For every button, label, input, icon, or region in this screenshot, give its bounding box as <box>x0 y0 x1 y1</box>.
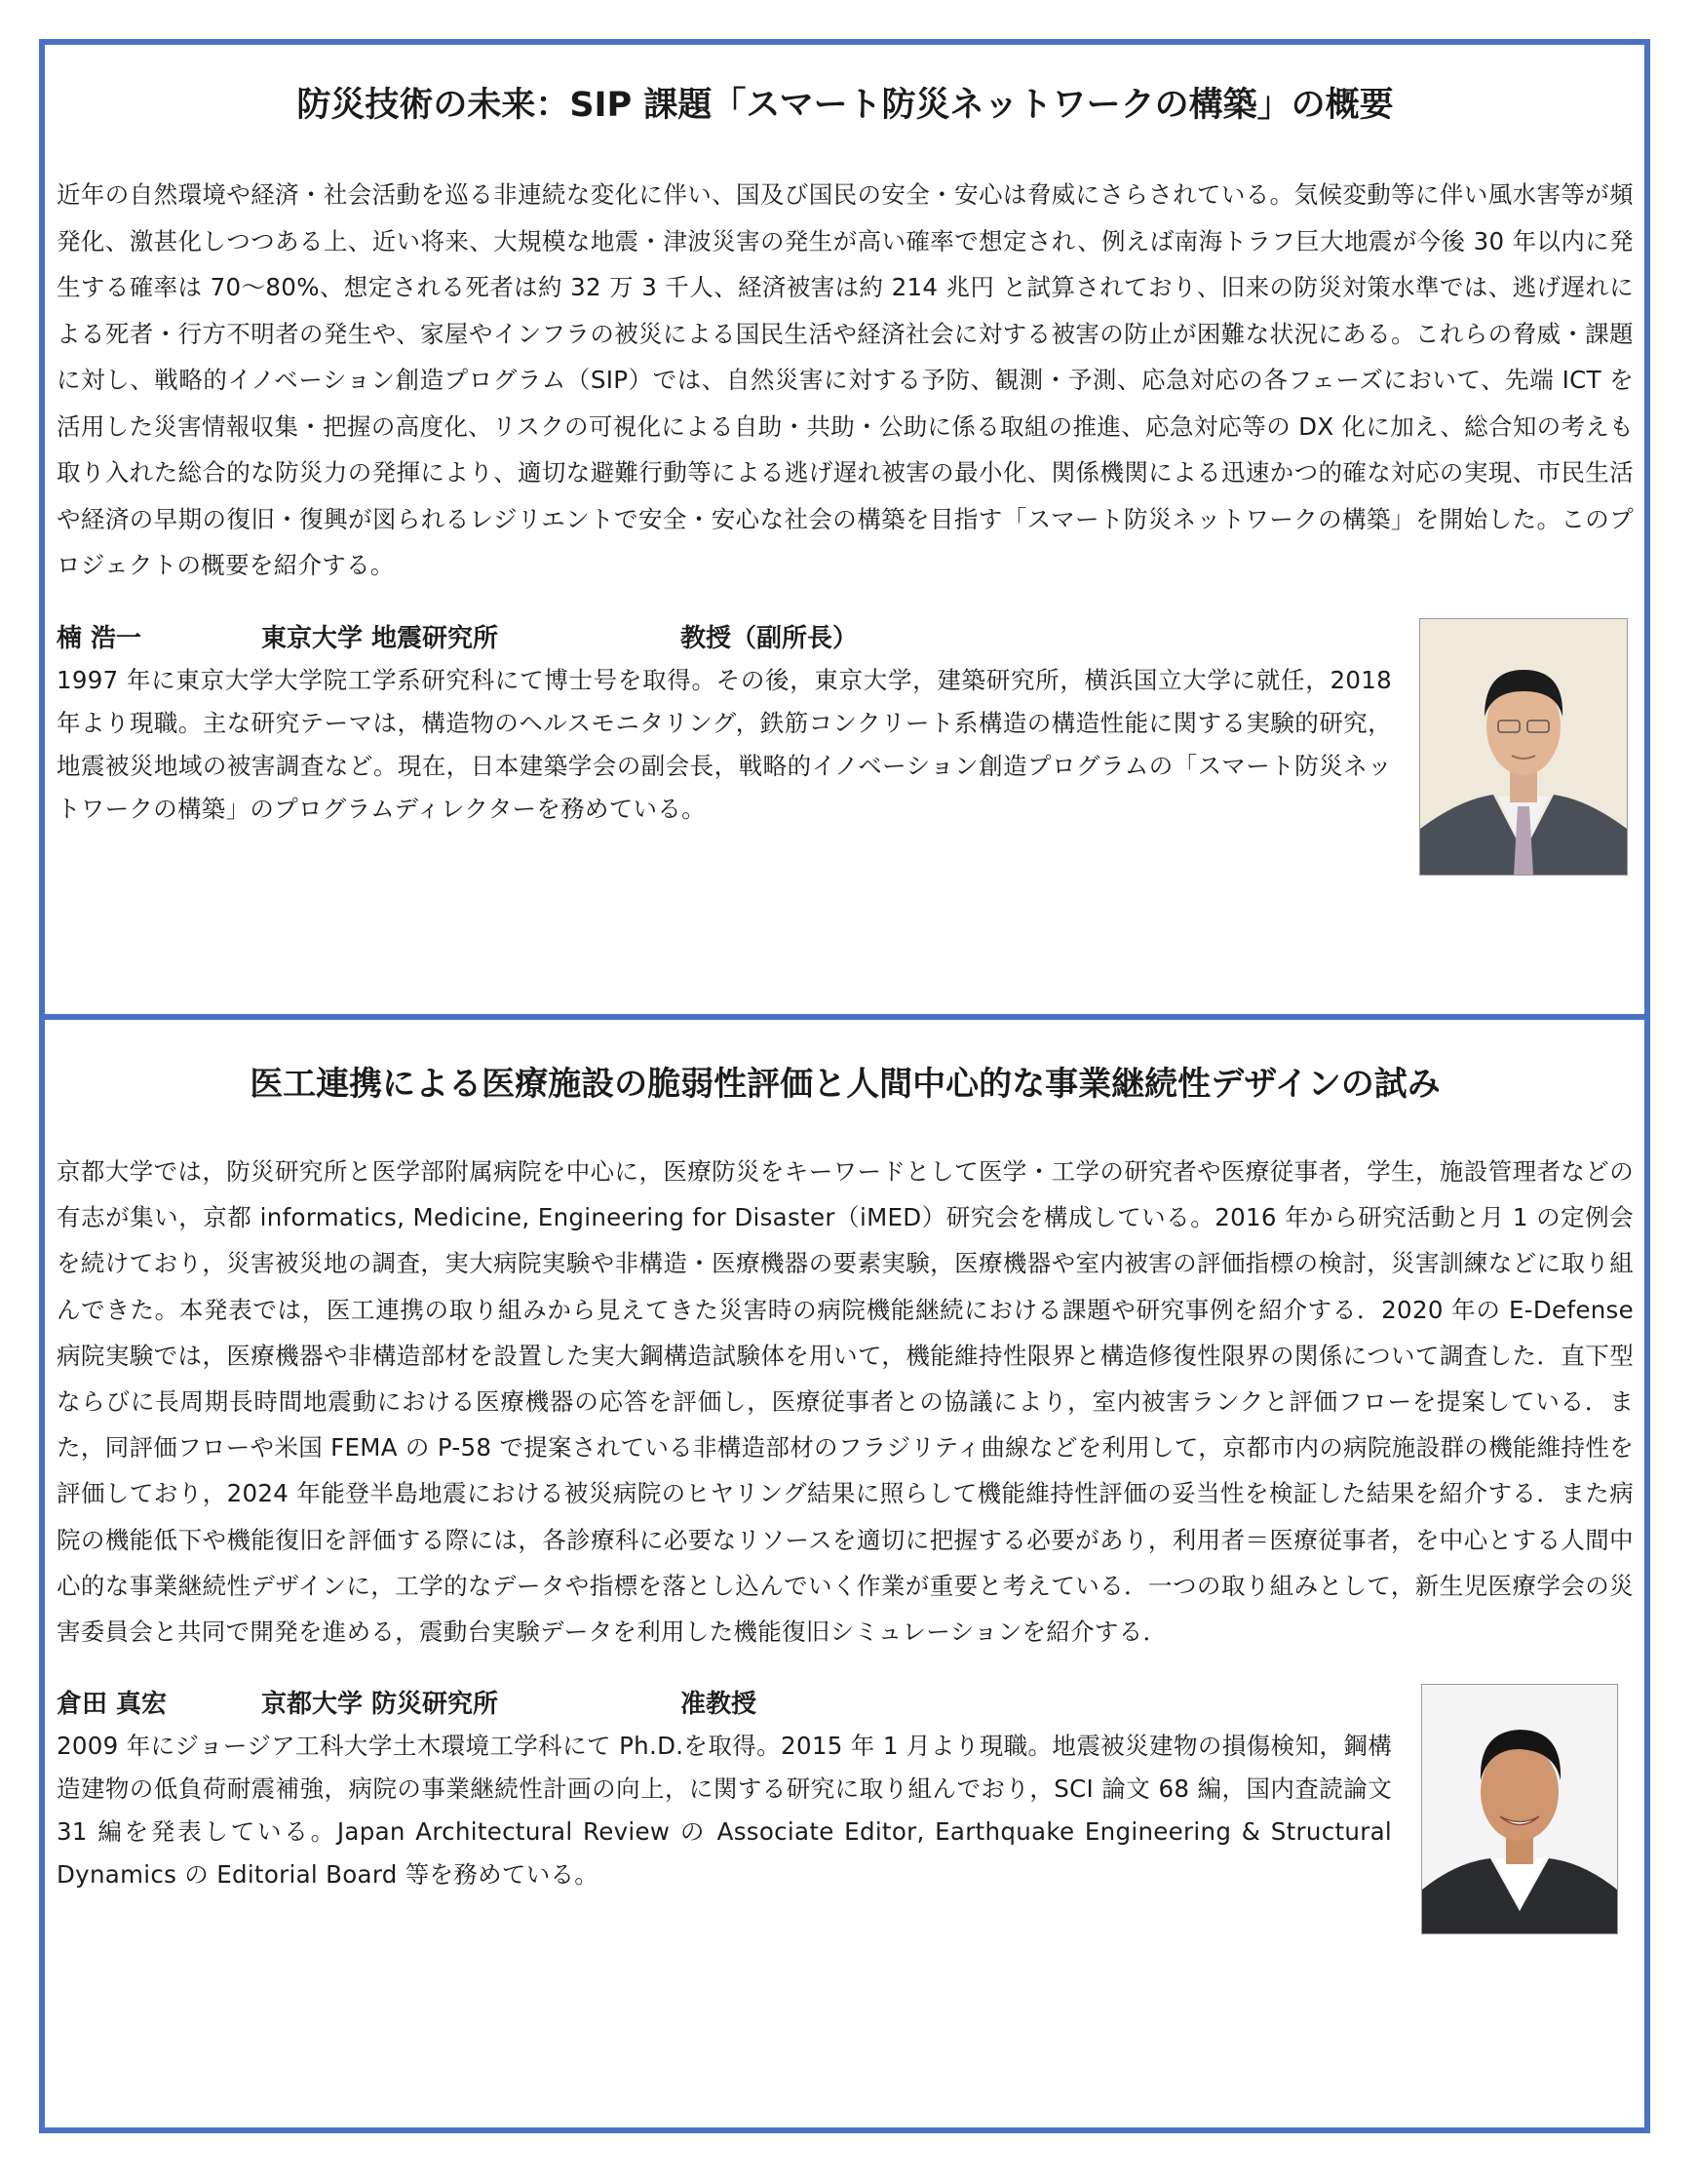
speaker-bio: 2009 年にジョージア工科大学土木環境工学科にて Ph.D.を取得。2015 年 1 月より現職。地震被災建物の損傷検知，鋼構造建物の低負荷耐震補強，病院の事業継続性計画の向上，に関する研究に取り組んでおり，SCI 論文 68 編，国内査読論文 31 編を発表している。Japan Architectural Review の Associate Editor, Earthquake Engineering & Structural Dynamics の Editorial Board 等を務めている。 <box>57 1732 1392 1890</box>
section-imed <box>57 1024 1634 1896</box>
speaker-profile <box>57 1684 1634 1896</box>
speaker-header <box>57 618 1634 659</box>
section-title: 防災技術の未来：SIP 課題「スマート防災ネットワークの構築」の概要 <box>296 86 1394 125</box>
speaker-photo <box>1421 1684 1618 1934</box>
speaker-affiliation: 東京大学 地震研究所 <box>261 623 499 653</box>
speaker-position: 准教授 <box>680 1690 757 1720</box>
speaker-position: 教授（副所長） <box>680 623 859 653</box>
speaker-photo <box>1419 618 1628 876</box>
section-body: 京都大学では，防災研究所と医学部附属病院を中心に，医療防災をキーワードとして医学・工学の研究者や医療従事者，学生，施設管理者などの有志が集い，京都 informatics, Medicine, Engineering for Disaster（iMED）研究会を構成している。2016 年から研究活動と月 1 の定例会を続けており，災害被災地の調査，実大病院実験や非構造・医療機器の要素実験，医療機器や室内被害の評価指標の検討，災害訓練などに取り組んできた。本発表では，医工連携の取り組みから見えてきた災害時の病院機能継続における課題や研究事例を紹介する．2020 年の E-Defense 病院実験では，医療機器や非構造部材を設置した実大鋼構造試験体を用いて，機能維持性限界と構造修復性限界の関係について調査した．直下型ならびに長周期長時間地震動における医療機器の応答を評価し，医療従事者との協議により，室内被害ランクと評価フローを提案している．また，同評価フローや米国 FEMA の P-58 で提案されている非構造部材のフラジリティ曲線などを利用して，京都市内の病院施設群の機能維持性を評価しており，2024 年能登半島地震における被災病院のヒヤリング結果に照らして機能維持性評価の妥当性を検証した結果を紹介する．また病院の機能低下や機能復旧を評価する際には，各診療科に必要なリソースを適切に把握する必要があり，利用者＝医療従事者，を中心とする人間中心的な事業継続性デザインに，工学的なデータや指標を落とし込んでいく作業が重要と考えている．一つの取り組みとして，新生児医療学会の災害委員会と共同で開発を進める，震動台実験データを利用した機能復旧シミュレーションを紹介する． <box>57 1157 1634 1647</box>
section-sip-overview <box>57 47 1634 831</box>
section-divider <box>39 1014 1650 1020</box>
speaker-affiliation: 京都大学 防災研究所 <box>261 1690 499 1720</box>
speaker-header <box>57 1684 1634 1725</box>
section-body: 近年の自然環境や経済・社会活動を巡る非連続な変化に伴い、国及び国民の安全・安心は脅威にさらされている。気候変動等に伴い風水害等が頻発化、激甚化しつつある上、近い将来、大規模な地震・津波災害の発生が高い確率で想定され、例えば南海トラフ巨大地震が今後 30 年以内に発生する確率は 70～80%、想定される死者は約 32 万 3 千人、経済被害は約 214 兆円 と試算されており、旧来の防災対策水準では、逃げ遅れによる死者・行方不明者の発生や、家屋やインフラの被災による国民生活や経済社会に対する被害の防止が困難な状況にある。これらの脅威・課題に対し、戦略的イノベーション創造プログラム（SIP）では、自然災害に対する予防、観測・予測、応急対応の各フェーズにおいて、先端 ICT を活用した災害情報収集・把握の高度化、リスクの可視化による自助・共助・公助に係る取組の推進、応急対応等の DX 化に加え、総合知の考えも取り入れた総合的な防災力の発揮により、適切な避難行動等による逃げ遅れ被害の最小化、関係機関による迅速かつ的確な対応の実現、市民生活や経済の早期の復旧・復興が図られるレジリエントで安全・安心な社会の構築を目指す「スマート防災ネットワークの構築」を開始した。このプロジェクトの概要を紹介する。 <box>57 180 1634 579</box>
speaker-bio: 1997 年に東京大学大学院工学系研究科にて博士号を取得。その後，東京大学，建築研究所，横浜国立大学に就任，2018 年より現職。主な研究テーマは，構造物のヘルスモニタリング，鉄筋コンクリート系構造の構造性能に関する実験的研究，地震被災地域の被害調査など。現在，日本建築学会の副会長，戦略的イノベーション創造プログラムの「スマート防災ネットワークの構築」のプログラムディレクターを務めている。 <box>57 665 1392 823</box>
speaker-profile <box>57 618 1634 831</box>
speaker-name: 倉田 真宏 <box>57 1690 168 1720</box>
section-title: 医工連携による医療施設の脆弱性評価と人間中心的な事業継続性デザインの試み <box>250 1065 1441 1104</box>
speaker-name: 楠 浩一 <box>57 623 142 653</box>
